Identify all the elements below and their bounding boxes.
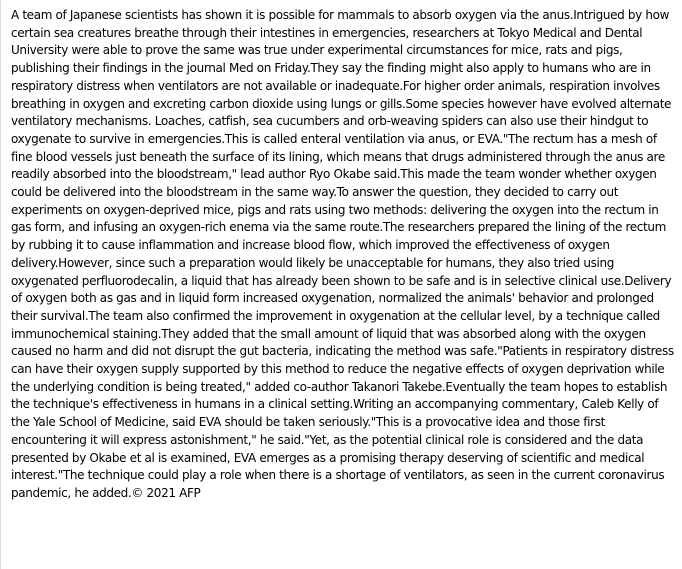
article-body-text: A team of Japanese scientists has shown it is possible for mammals to absorb oxygen via the anus.Intrigued by how certain sea creatures breathe through their intestines in emergencies, researchers at Tokyo Medical and Dental University were able to prove the same was true under experimental circumstances for mice, rats and pigs, publishing their findings in the journal Med on Friday.They say the finding might also apply to humans who are in respiratory distress when ventilators are not available or inadequate.For higher order animals, respiration involves breathing in oxygen and excreting carbon dioxide using lungs or gills.Some species however have evolved alternate ventilatory mechanisms. Loaches, catfish, sea cucumbers and orb-weaving spiders can also use their hindgut to oxygenate to survive in emergencies.This is called enteral ventilation via anus, or EVA."The rectum has a mesh of fine blood vessels just beneath the surface of its lining, which means that drugs administered through the anus are readily absorbed into the bloodstream," lead author Ryo Okabe said.This made the team wonder whether oxygen could be delivered into the bloodstream in the same way.To answer the question, they decided to carry out experiments on oxygen-deprived mice, pigs and rats using two methods: delivering the oxygen into the rectum in gas form, and infusing an oxygen-rich enema via the same route.The researchers prepared the lining of the rectum by rubbing it to cause inflammation and increase blood flow, which improved the effectiveness of oxygen delivery.However, since such a preparation would likely be unacceptable for humans, they also tried using oxygenated perfluorodecalin, a liquid that has already been shown to be safe and is in selective clinical use.Delivery of oxygen both as gas and in liquid form increased oxygenation, normalized the animals' behavior and prolonged their survival.The team also confirmed the improvement in oxygenation at the cellular level, by a technique called immunochemical staining.They added that the small amount of liquid that was absorbed along with the oxygen caused no harm and did not disrupt the gut bacteria, indicating the method was safe."Patients in respiratory distress can have their oxygen supply supported by this method to reduce the negative effects of oxygen deprivation while the underlying condition is being treated," added co-author Takanori Takebe.Eventually the team hopes to establish the technique's effectiveness in humans in a clinical setting.Writing an accompanying commentary, Caleb Kelly of the Yale School of Medicine, said EVA should be taken seriously."This is a provocative idea and those first encountering it will express astonishment," he said."Yet, as the potential clinical role is considered and the data presented by Okabe et al is examined, EVA emerges as a promising therapy deserving of scientific and medical interest."The technique could play a role when there is a shortage of ventilators, as seen in the current coronavirus pandemic, he added.© 2021 AFP <box>11 8 674 500</box>
